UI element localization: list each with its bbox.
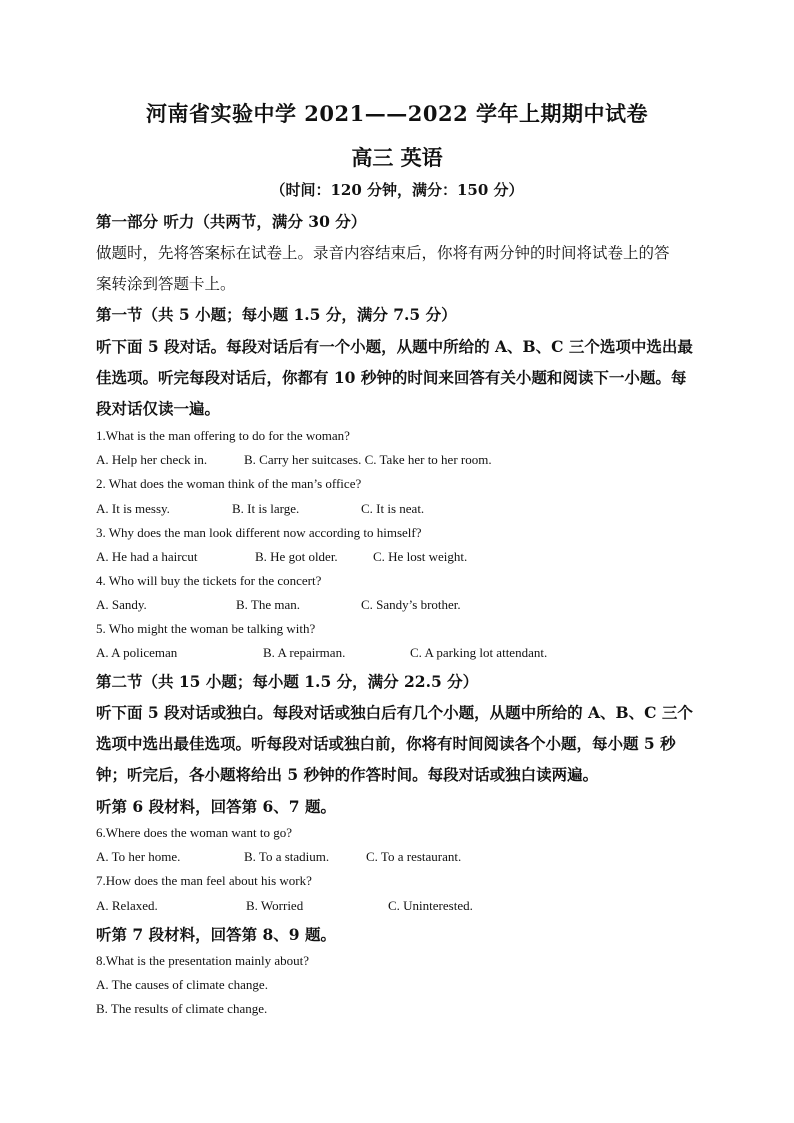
q6-option-a: A. To her home. (96, 849, 181, 864)
q7-option-a: A. Relaxed. (96, 898, 158, 913)
q5-option-a: A. A policeman (96, 645, 178, 660)
section2-heading: 第二节（共 15 小题；每小题 1.5 分，满分 22.5 分） (96, 672, 479, 691)
q4-stem: 4. Who will buy the tickets for the concert? (96, 573, 322, 588)
q6-stem: 6.Where does the woman want to go? (96, 825, 293, 840)
q4-option-a: A. Sandy. (96, 597, 147, 612)
material7-heading: 听第 7 段材料，回答第 8、9 题。 (96, 925, 336, 944)
q2-option-a: A. It is messy. (96, 501, 170, 516)
section1-instr-line3: 段对话仅读一遍。 (96, 399, 221, 418)
q7-option-b: B. Worried (246, 898, 304, 913)
q6-option-b: B. To a stadium. (244, 849, 330, 864)
section1-instr-line2: 佳选项。听完每段对话后，你都有 10 秒钟的时间来回答有关小题和阅读下一小题。每 (96, 368, 687, 387)
q2-stem: 2. What does the woman think of the man’s office? (96, 476, 362, 491)
section1-heading: 第一节（共 5 小题；每小题 1.5 分，满分 7.5 分） (96, 305, 457, 324)
q3-stem: 3. Why does the man look different now according to himself? (96, 525, 422, 540)
q3-option-c: C. He lost weight. (373, 549, 468, 564)
q3-option-b: B. He got older. (255, 549, 338, 564)
q8-option-a: A. The causes of climate change. (96, 977, 268, 992)
q1-stem: 1.What is the man offering to do for the woman? (96, 428, 350, 443)
q5-stem: 5. Who might the woman be talking with? (96, 621, 316, 636)
section2-instr-line3: 钟；听完后，各小题将给出 5 秒钟的作答时间。每段对话或独白读两遍。 (96, 765, 599, 784)
exam-title: 河南省实验中学 2021——2022 学年上期期中试卷 (145, 101, 648, 126)
part1-intro-line2: 案转涂到答题卡上。 (96, 275, 236, 293)
q3-option-a: A. He had a haircut (96, 549, 198, 564)
q5-option-b: B. A repairman. (263, 645, 346, 660)
q7-option-c: C. Uninterested. (388, 898, 473, 913)
q1-option-bc: B. Carry her suitcases. C. Take her to her room. (244, 452, 492, 467)
q2-option-b: B. It is large. (232, 501, 300, 516)
section2-instr-line1: 听下面 5 段对话或独白。每段对话或独白后有几个小题，从题中所给的 A、B、C 三个 (96, 703, 693, 722)
part1-heading: 第一部分 听力（共两节，满分 30 分） (96, 212, 367, 231)
q1-option-a: A. Help her check in. (96, 452, 208, 467)
section1-instr-line1: 听下面 5 段对话。每段对话后有一个小题，从题中所给的 A、B、C 三个选项中选出最 (96, 337, 693, 356)
q7-stem: 7.How does the man feel about his work? (96, 873, 312, 888)
exam-time-score: （时间：120 分钟，满分：150 分） (270, 181, 524, 199)
part1-intro-line1: 做题时，先将答案标在试卷上。录音内容结束后，你将有两分钟的时间将试卷上的答 (96, 244, 670, 262)
q5-option-c: C. A parking lot attendant. (410, 645, 548, 660)
q4-option-c: C. Sandy’s brother. (361, 597, 461, 612)
q4-option-b: B. The man. (236, 597, 301, 612)
q2-option-c: C. It is neat. (361, 501, 425, 516)
q6-option-c: C. To a restaurant. (366, 849, 462, 864)
section2-instr-line2: 选项中选出最佳选项。听每段对话或独白前，你将有时间阅读各个小题，每小题 5 秒 (96, 734, 676, 753)
q8-option-b: B. The results of climate change. (96, 1001, 268, 1016)
q8-stem: 8.What is the presentation mainly about? (96, 953, 309, 968)
material6-heading: 听第 6 段材料，回答第 6、7 题。 (96, 797, 336, 816)
exam-subtitle: 高三 英语 (351, 145, 443, 170)
